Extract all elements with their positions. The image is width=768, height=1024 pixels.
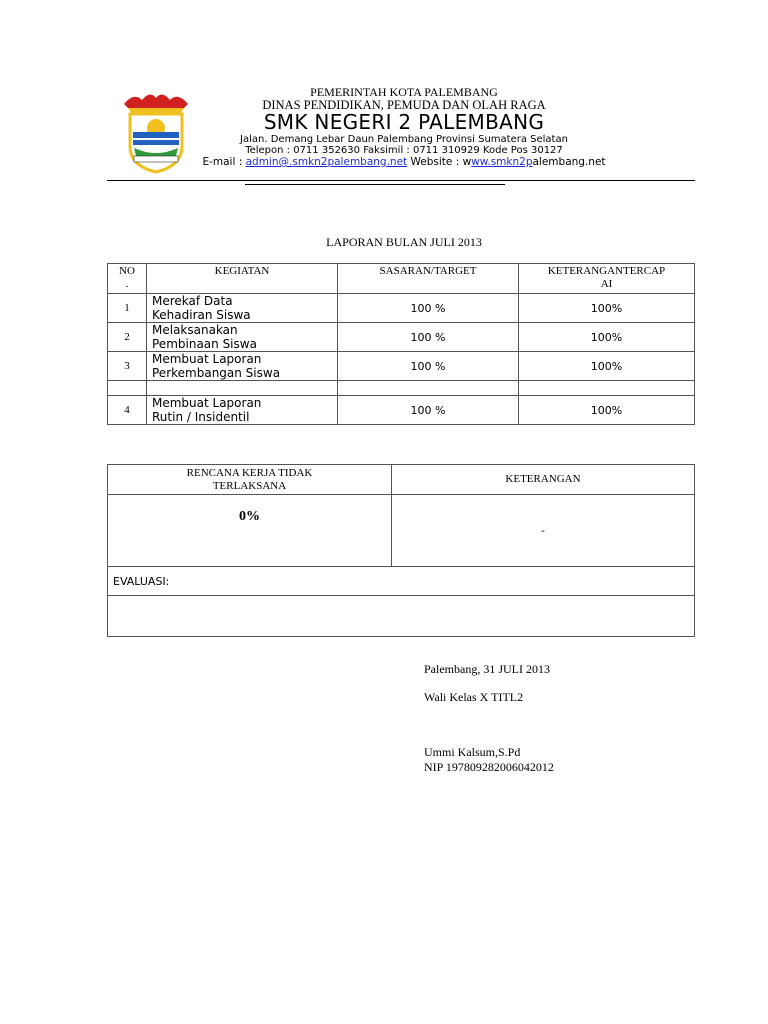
department-line: DINAS PENDIDIKAN, PEMUDA DAN OLAH RAGA	[262, 98, 546, 112]
row-keterangan	[519, 381, 695, 396]
letterhead-divider-thin	[245, 184, 505, 185]
row-keterangan: 100%	[519, 396, 695, 425]
row-no: 2	[108, 323, 147, 352]
table-row-empty	[108, 381, 695, 396]
row-sasaran	[338, 381, 519, 396]
row-kegiatan: Membuat Laporan Rutin / Insidentil	[147, 396, 338, 425]
row-no: 1	[108, 294, 147, 323]
evaluasi-content-row	[108, 596, 695, 637]
school-name: SMK NEGERI 2 PALEMBANG	[263, 110, 545, 134]
website-label: Website : w	[407, 156, 472, 168]
col-keterangan-header: KETERANGAN	[392, 465, 695, 495]
government-line: PEMERINTAH KOTA PALEMBANG	[310, 85, 498, 99]
row-kegiatan	[147, 381, 338, 396]
evaluasi-label: EVALUASI:	[108, 567, 695, 596]
row-kegiatan: Membuat Laporan Perkembangan Siswa	[147, 352, 338, 381]
table-row	[108, 495, 695, 567]
table-row	[108, 396, 695, 425]
row-kegiatan: Merekaf Data Kehadiran Siswa	[147, 294, 338, 323]
unfinished-plan-table	[107, 464, 695, 637]
place-date: Palembang, 31 JULI 2013	[424, 662, 550, 676]
row-no: 3	[108, 352, 147, 381]
col-keterangan-header: KETERANGANTERCAP AI	[519, 264, 695, 294]
website-link[interactable]: ww.smkn2p	[471, 156, 533, 168]
row-sasaran: 100 %	[338, 323, 519, 352]
address-line: Jalan. Demang Lebar Daun Palembang Provinsi Sumatera Selatan	[240, 134, 568, 145]
phone-line: Telepon : 0711 352630 Faksimil : 0711 310929 Kode Pos 30127	[245, 145, 563, 156]
row-no	[108, 381, 147, 396]
row-keterangan: 100%	[519, 294, 695, 323]
col-sasaran-header: SASARAN/TARGET	[338, 264, 519, 294]
rencana-value: 0%	[108, 495, 392, 567]
col-kegiatan-header: KEGIATAN	[147, 264, 338, 294]
email-label: E-mail :	[202, 156, 246, 168]
evaluasi-content	[108, 596, 695, 637]
table-row	[108, 352, 695, 381]
website-rest: alembang.net	[532, 156, 606, 168]
row-kegiatan: Melaksanakan Pembinaan Siswa	[147, 323, 338, 352]
table-row	[108, 294, 695, 323]
row-sasaran: 100 %	[338, 352, 519, 381]
signer-name: Ummi Kalsum,S.Pd	[424, 745, 521, 759]
keterangan-value: -	[392, 495, 695, 567]
evaluasi-row	[108, 567, 695, 596]
table-header-row	[108, 264, 695, 294]
table-header-row	[108, 465, 695, 495]
row-no: 4	[108, 396, 147, 425]
letterhead-divider	[107, 180, 695, 181]
contact-line	[0, 156, 768, 168]
row-keterangan: 100%	[519, 352, 695, 381]
activities-table	[107, 263, 695, 425]
table-row	[108, 323, 695, 352]
report-title: LAPORAN BULAN JULI 2013	[326, 235, 482, 249]
signer-nip: NIP 197809282006042012	[424, 760, 554, 774]
row-sasaran: 100 %	[338, 294, 519, 323]
row-sasaran: 100 %	[338, 396, 519, 425]
col-no-header: NO .	[108, 264, 147, 294]
col-rencana-header: RENCANA KERJA TIDAK TERLAKSANA	[108, 465, 392, 495]
row-keterangan: 100%	[519, 323, 695, 352]
email-link[interactable]: admin@.smkn2palembang.net	[245, 156, 408, 168]
signer-role: Wali Kelas X TITL2	[424, 690, 524, 704]
